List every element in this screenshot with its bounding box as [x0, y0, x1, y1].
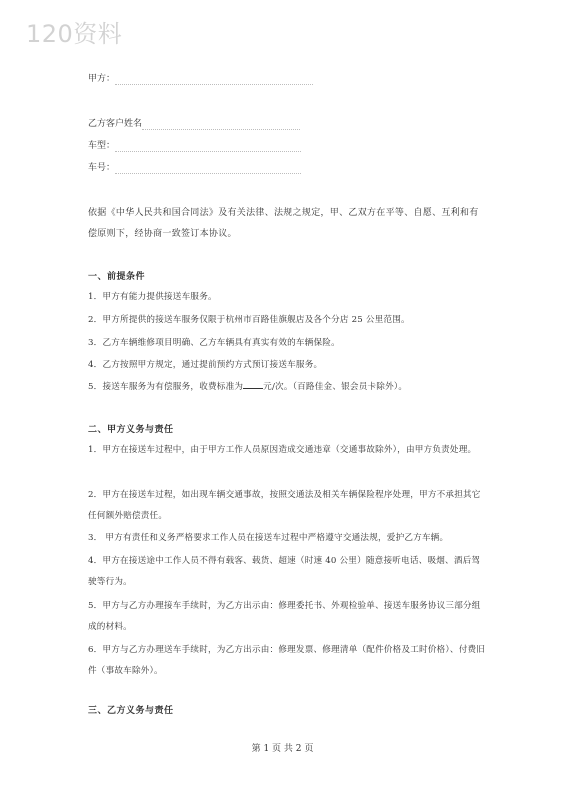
- list-item: 2．甲方在接送车过程，如出现车辆交通事故，按照交通法及相关车辆保险程序处理，甲方不承担其它任何额外赔偿责任。: [88, 490, 481, 521]
- section-heading: 二、甲方义务与责任: [88, 425, 174, 435]
- field-party-b-name: [88, 118, 300, 130]
- field-label: 乙方客户姓名: [88, 119, 143, 129]
- list-item: 4．甲方在接送途中工作人员不得有载客、载货、超速（时速 40 公里）随意接听电话、吸烟、酒后驾驶等行为。: [88, 556, 481, 587]
- section-heading: 三、乙方义务与责任: [88, 706, 174, 716]
- field-label: 甲方：: [88, 74, 116, 84]
- section-heading: 一、前提条件: [88, 272, 146, 282]
- fill-line: [115, 75, 313, 85]
- field-car-model: [88, 140, 301, 152]
- field-car-number: [88, 162, 301, 174]
- list-item: 5．甲方与乙方办理接车手续时，为乙方出示由：修理委托书、外观检验单、接送车服务协议三部分组成的材料。: [88, 601, 481, 632]
- list-item: 2．甲方所提供的接送车服务仅限于杭州市百路佳旗舰店及各个分店 25 公里范围。: [88, 315, 410, 325]
- list-item-text: 元/次。（百路佳金、银会员卡除外）。: [263, 382, 408, 392]
- list-item: [88, 377, 486, 398]
- list-item: 1．甲方有能力提供接送车服务。: [88, 292, 217, 302]
- list-item: 1．甲方在接送车过程中，由于甲方工作人员原因造成交通违章（交通事故除外），由甲方负责处理。: [88, 445, 477, 455]
- list-item: 3．乙方车辆维修项目明确、乙方车辆具有真实有效的车辆保险。: [88, 338, 340, 348]
- fee-blank: [243, 379, 263, 389]
- field-label: 车型：: [88, 141, 116, 151]
- watermark-logo: 120资料: [26, 20, 123, 48]
- list-item: 6．甲方与乙方办理送车手续时，为乙方出示由：修理发票、修理清单（配件价格及工时价格）、付费旧件（事故车除外）。: [88, 645, 486, 676]
- field-label: 车号：: [88, 163, 116, 173]
- fill-line: [115, 142, 301, 152]
- fill-line: [142, 120, 300, 130]
- page-footer: 第 1 页 共 2 页: [251, 744, 314, 754]
- intro-paragraph: 依据《中华人民共和国合同法》及有关法律、法规之规定，甲、乙双方在平等、自愿、互利和有偿原则下，经协商一致签订本协议。: [88, 208, 479, 239]
- fill-line: [115, 164, 301, 174]
- field-party-a: [88, 73, 313, 85]
- list-item: 3． 甲方有责任和义务严格要求工作人员在接送车过程中严格遵守交通法规，爱护乙方车辆。: [88, 533, 449, 543]
- list-item-text: 5．接送车服务为有偿服务，收费标准为: [88, 382, 244, 392]
- list-item: 4．乙方按照甲方规定，通过提前预约方式预订接送车服务。: [88, 360, 323, 370]
